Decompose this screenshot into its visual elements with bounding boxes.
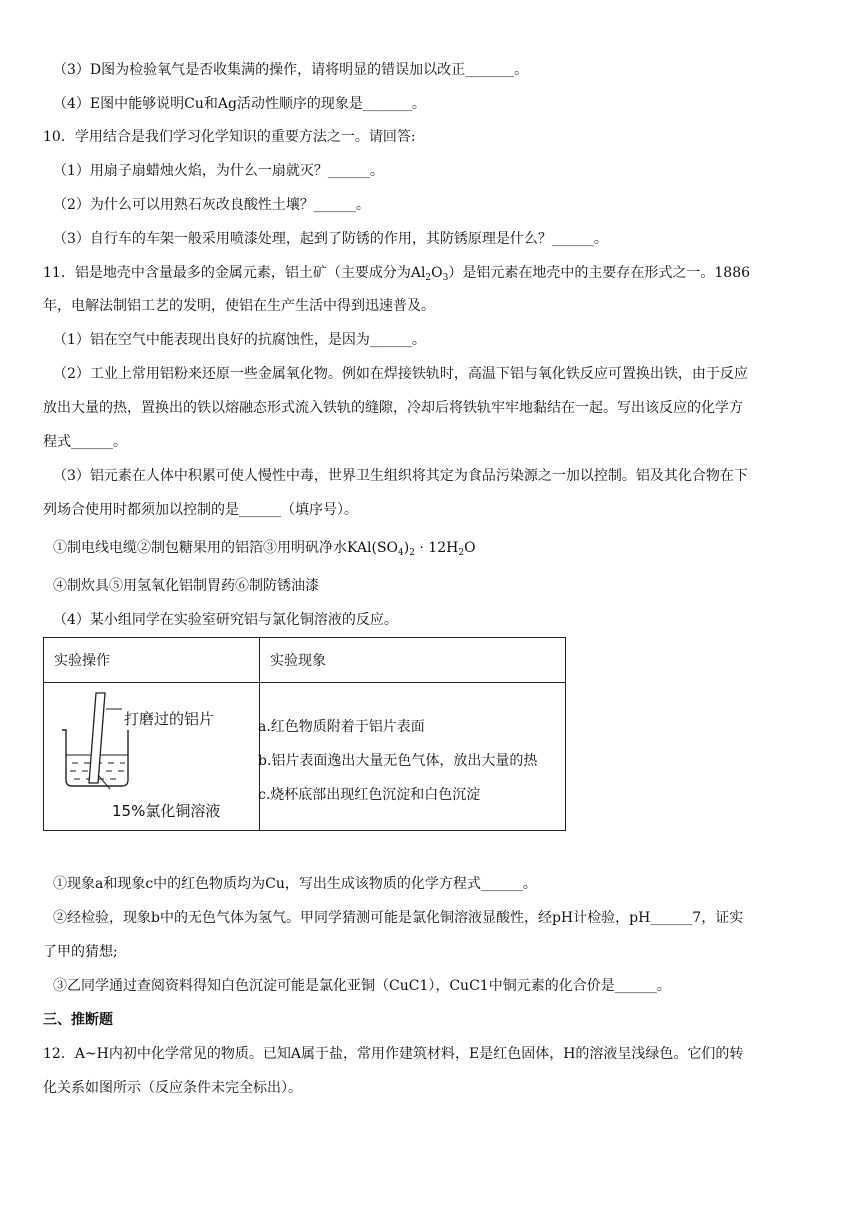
question-11-options-1: ①制电线电缆②制包糖果用的铝箔③用明矾净水$KAl(SO_4)_2 \cdot 12H_2O$ (53, 540, 476, 558)
question-11-part-3-line-2: 列场合使用时都须加以控制的是______（填序号）。 (43, 502, 358, 518)
question-10-stem: 10．学用结合是我们学习化学知识的重要方法之一。请回答: (43, 129, 416, 145)
question-11-part-4-i: ①现象a和现象c中的红色物质均为Cu，写出生成该物质的化学方程式______。 (53, 876, 537, 892)
table-header-observation: 实验现象 (260, 638, 566, 683)
question-11-part-1: （1）铝在空气中能表现出良好的抗腐蚀性，是因为______。 (53, 332, 426, 348)
label-copper-chloride-solution: 15%氯化铜溶液 (112, 802, 221, 820)
question-10-part-2: （2）为什么可以用熟石灰改良酸性土壤？______。 (53, 197, 370, 213)
section-heading-inference: 三、推断题 (43, 1012, 113, 1028)
observation-a: a.红色物质附着于铝片表面 (258, 719, 425, 735)
question-11-part-4-iii: ③乙同学通过查阅资料得知白色沉淀可能是氯化亚铜（CuC1），CuC1中铜元素的化合价是______。 (53, 978, 671, 994)
question-9-part-3: （3）D图为检验氧气是否收集满的操作，请将明显的错误加以改正_______。 (53, 62, 529, 78)
question-11-stem-line-2: 年，电解法制铝工艺的发明，使铝在生产生活中得到迅速普及。 (43, 298, 435, 314)
formula-al2o3: $Al_2O_3$ (410, 265, 449, 283)
question-11-part-4: （4）某小组同学在实验室研究铝与氯化铜溶液的反应。 (53, 612, 398, 628)
question-11-part-2-line-2: 放出大量的热，置换出的铁以熔融态形式流入铁轨的缝隙，冷却后将铁轨牢牢地黏结在一起。写出该反应的化学方 (43, 400, 743, 416)
question-11-stem-line-1: 11．铝是地壳中含量最多的金属元素，铝土矿（主要成分为$Al_2O_3$）是铝元素在地壳中的主要存在形式之一。1886 (43, 265, 751, 283)
question-12-stem-line-1: 12．A~H内初中化学常见的物质。已知A属于盐，常用作建筑材料，E是红色固体，H的溶液呈浅绿色。它们的转 (43, 1046, 744, 1062)
question-12-stem-line-2: 化关系如图所示（反应条件未完全标出）。 (43, 1080, 302, 1096)
table-header-operation: 实验操作 (44, 638, 260, 683)
question-11-options-2: ④制炊具⑤用氢氧化铝制胃药⑥制防锈油漆 (53, 578, 319, 594)
observation-c: c.烧杯底部出现红色沉淀和白色沉淀 (258, 787, 481, 803)
aluminium-strip-icon (89, 693, 105, 783)
question-9-part-4: （4）E图中能够说明Cu和Ag活动性顺序的现象是_______。 (53, 96, 426, 112)
question-11-part-4-ii-line-2: 了甲的猜想; (43, 944, 118, 960)
question-10-part-3: （3）自行车的车架一般采用喷漆处理，起到了防锈的作用，其防锈原理是什么？______。 (53, 231, 608, 247)
formula-alum: $KAl(SO_4)_2 \cdot 12H_2O$ (347, 540, 476, 558)
question-11-part-2-line-3: 程式______。 (43, 434, 127, 450)
question-10-part-1: （1）用扇子扇蜡烛火焰，为什么一扇就灭？______。 (53, 163, 384, 179)
question-11-part-4-ii-line-1: ②经检验，现象b中的无色气体为氢气。甲同学猜测可能是氯化铜溶液显酸性，经pH计检验，pH______7，证实 (53, 910, 744, 926)
observation-b: b.铝片表面逸出大量无色气体，放出大量的热 (258, 753, 538, 769)
question-11-part-3-line-1: （3）铝元素在人体中积累可使人慢性中毒，世界卫生组织将其定为食品污染源之一加以控制。铝及其化合物在下 (53, 468, 748, 484)
label-aluminium-strip: 打磨过的铝片 (124, 710, 215, 728)
question-11-part-2-line-1: （2）工业上常用铝粉来还原一些金属氧化物。例如在焊接铁轨时，高温下铝与氧化铁反应可置换出铁，由于反应 (53, 366, 748, 382)
